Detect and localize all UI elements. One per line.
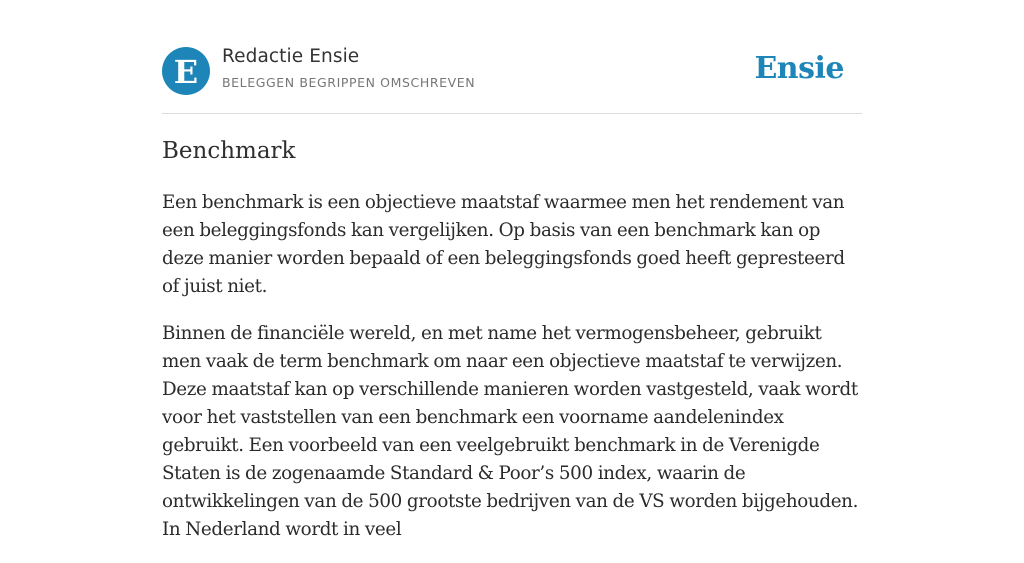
paragraph: Binnen de financiële wereld, en met name het vermogensbeheer, gebruikt men vaak de term benchmark om naar een objectieve maatstaf te verwijzen. Deze maatstaf kan op verschillende manieren worden vastgesteld, vaak wordt voor het vaststellen van een benchmark een voorname aandelenindex gebruikt. Een voorbeeld van een veelgebruikt benchmark in de Verenigde Staten is de zogenaamde Standard & Poor’s 500 index, waarin de ontwikkelingen van de 500 grootste bedrijven van de VS worden bijgehouden. In Nederland wordt in veel xyxy=(162,323,859,540)
brand-logo[interactable]: Ensie xyxy=(754,51,844,86)
article-card xyxy=(162,0,862,540)
article-header xyxy=(162,0,862,114)
author-name[interactable]: Redactie Ensie xyxy=(222,46,360,67)
ensie-logo-icon[interactable] xyxy=(162,47,210,95)
category-label[interactable]: BELEGGEN BEGRIPPEN OMSCHREVEN xyxy=(222,75,476,90)
article-body xyxy=(162,189,862,563)
paragraph: Een benchmark is een objectieve maatstaf waarmee men het rendement van een beleggingsfonds kan vergelijken. Op basis van een benchmark kan op deze manier worden bepaald of een beleggingsfonds goed heeft gepresteerd of juist niet. xyxy=(162,192,845,297)
article-title: Benchmark xyxy=(162,138,296,164)
logo-letter: E xyxy=(173,52,199,91)
